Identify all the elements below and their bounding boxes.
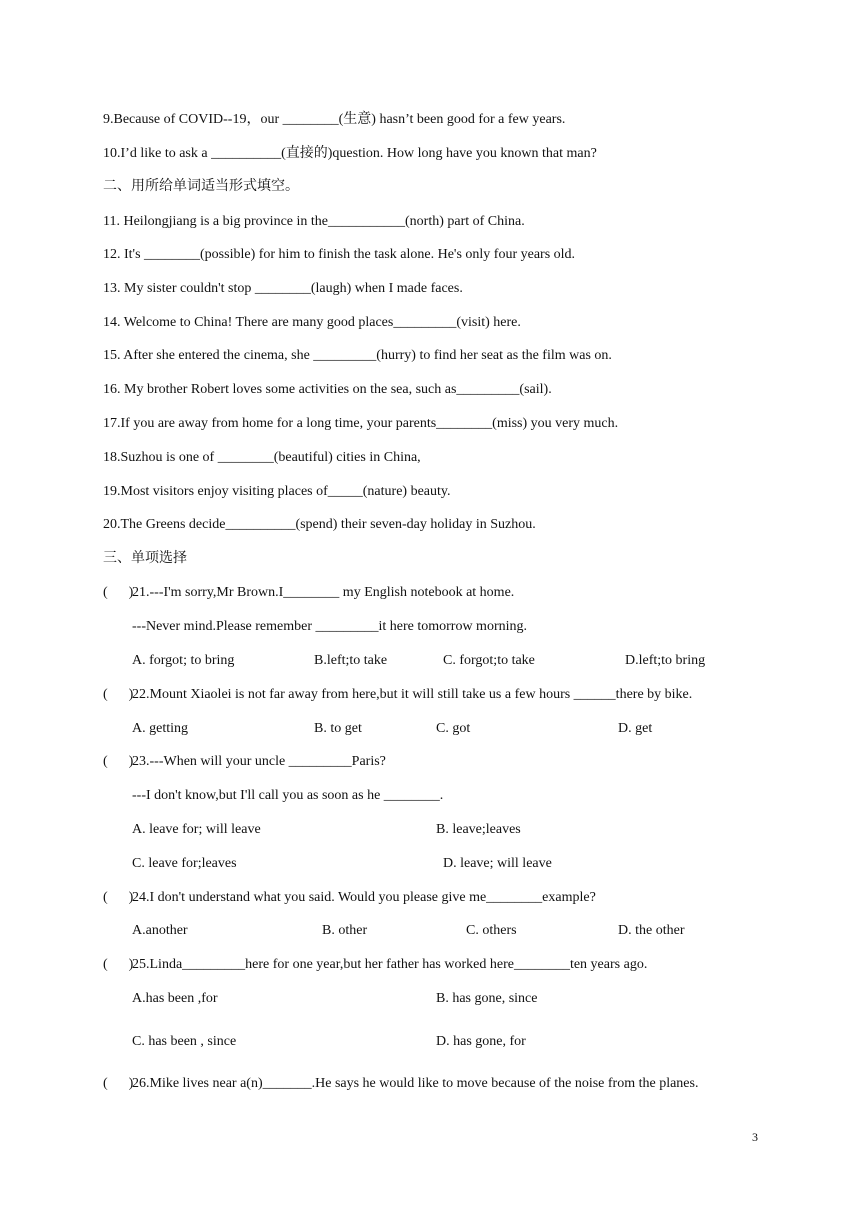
question-15: 15. After she entered the cinema, she _________(hurry) to find her seat as the film was on.: [103, 348, 612, 363]
question-17: 17.If you are away from home for a long time, your parents________(miss) you very much.: [103, 416, 619, 431]
q25-option-b: B. has gone, since: [436, 991, 538, 1006]
q23-option-a: A. leave for; will leave: [132, 822, 261, 837]
question-24: 24.I don't understand what you said. Would you please give me________example?: [132, 890, 596, 905]
answer-paren-25: ( ): [103, 957, 134, 972]
page-number: 3: [752, 1130, 758, 1144]
question-10: 10.I’d like to ask a __________(直接的)question. How long have you known that man?: [103, 146, 597, 161]
q25-option-c: C. has been , since: [132, 1034, 237, 1049]
question-23: 23.---When will your uncle _________Paris?: [132, 754, 386, 769]
question-25: 25.Linda_________here for one year,but her father has worked here________ten years ago.: [132, 957, 648, 972]
answer-paren-21: ( ): [103, 585, 134, 600]
answer-paren-22: ( ): [103, 687, 134, 702]
question-19: 19.Most visitors enjoy visiting places of_____(nature) beauty.: [103, 484, 451, 499]
q22-option-b: B. to get: [314, 721, 362, 736]
question-26: 26.Mike lives near a(n)_______.He says he would like to move because of the noise from the planes.: [132, 1076, 699, 1091]
q25-option-a: A.has been ,for: [132, 991, 218, 1006]
q22-option-a: A. getting: [132, 721, 188, 736]
q24-option-d: D. the other: [618, 923, 685, 938]
q24-option-b: B. other: [322, 923, 368, 938]
question-21: 21.---I'm sorry,Mr Brown.I________ my English notebook at home.: [132, 585, 515, 600]
question-9: 9.Because of COVID--19，our ________(生意) hasn’t been good for a few years.: [103, 112, 566, 127]
q21-option-d: D.left;to bring: [625, 653, 706, 668]
q21-option-b: B.left;to take: [314, 653, 388, 668]
answer-paren-24: ( ): [103, 890, 134, 905]
q25-option-d: D. has gone, for: [436, 1034, 526, 1049]
question-12: 12. It's ________(possible) for him to finish the task alone. He's only four years old.: [103, 247, 576, 262]
question-23-line2: ---I don't know,but I'll call you as soon as he ________.: [132, 788, 444, 803]
q23-option-c: C. leave for;leaves: [132, 856, 237, 871]
q24-option-c: C. others: [466, 923, 517, 938]
q21-option-a: A. forgot; to bring: [132, 653, 235, 668]
question-22: 22.Mount Xiaolei is not far away from here,but it will still take us a few hours ______there by bike.: [132, 687, 693, 702]
q21-option-c: C. forgot;to take: [443, 653, 535, 668]
answer-paren-26: ( ): [103, 1076, 134, 1091]
question-16: 16. My brother Robert loves some activities on the sea, such as_________(sail).: [103, 382, 552, 397]
q24-option-a: A.another: [132, 923, 188, 938]
question-11: 11. Heilongjiang is a big province in the___________(north) part of China.: [103, 214, 525, 229]
question-14: 14. Welcome to China! There are many good places_________(visit) here.: [103, 315, 521, 330]
section-2-heading: 二、用所给单词适当形式填空。: [103, 179, 299, 194]
question-21-line2: ---Never mind.Please remember _________it here tomorrow morning.: [132, 619, 528, 634]
q23-option-d: D. leave; will leave: [443, 856, 552, 871]
question-18: 18.Suzhou is one of ________(beautiful) cities in China,: [103, 450, 421, 465]
question-20: 20.The Greens decide__________(spend) their seven-day holiday in Suzhou.: [103, 517, 536, 532]
question-13: 13. My sister couldn't stop ________(laugh) when I made faces.: [103, 281, 463, 296]
q22-option-c: C. got: [436, 721, 471, 736]
q22-option-d: D. get: [618, 721, 653, 736]
q23-option-b: B. leave;leaves: [436, 822, 521, 837]
answer-paren-23: ( ): [103, 754, 134, 769]
section-3-heading: 三、单项选择: [103, 551, 187, 566]
